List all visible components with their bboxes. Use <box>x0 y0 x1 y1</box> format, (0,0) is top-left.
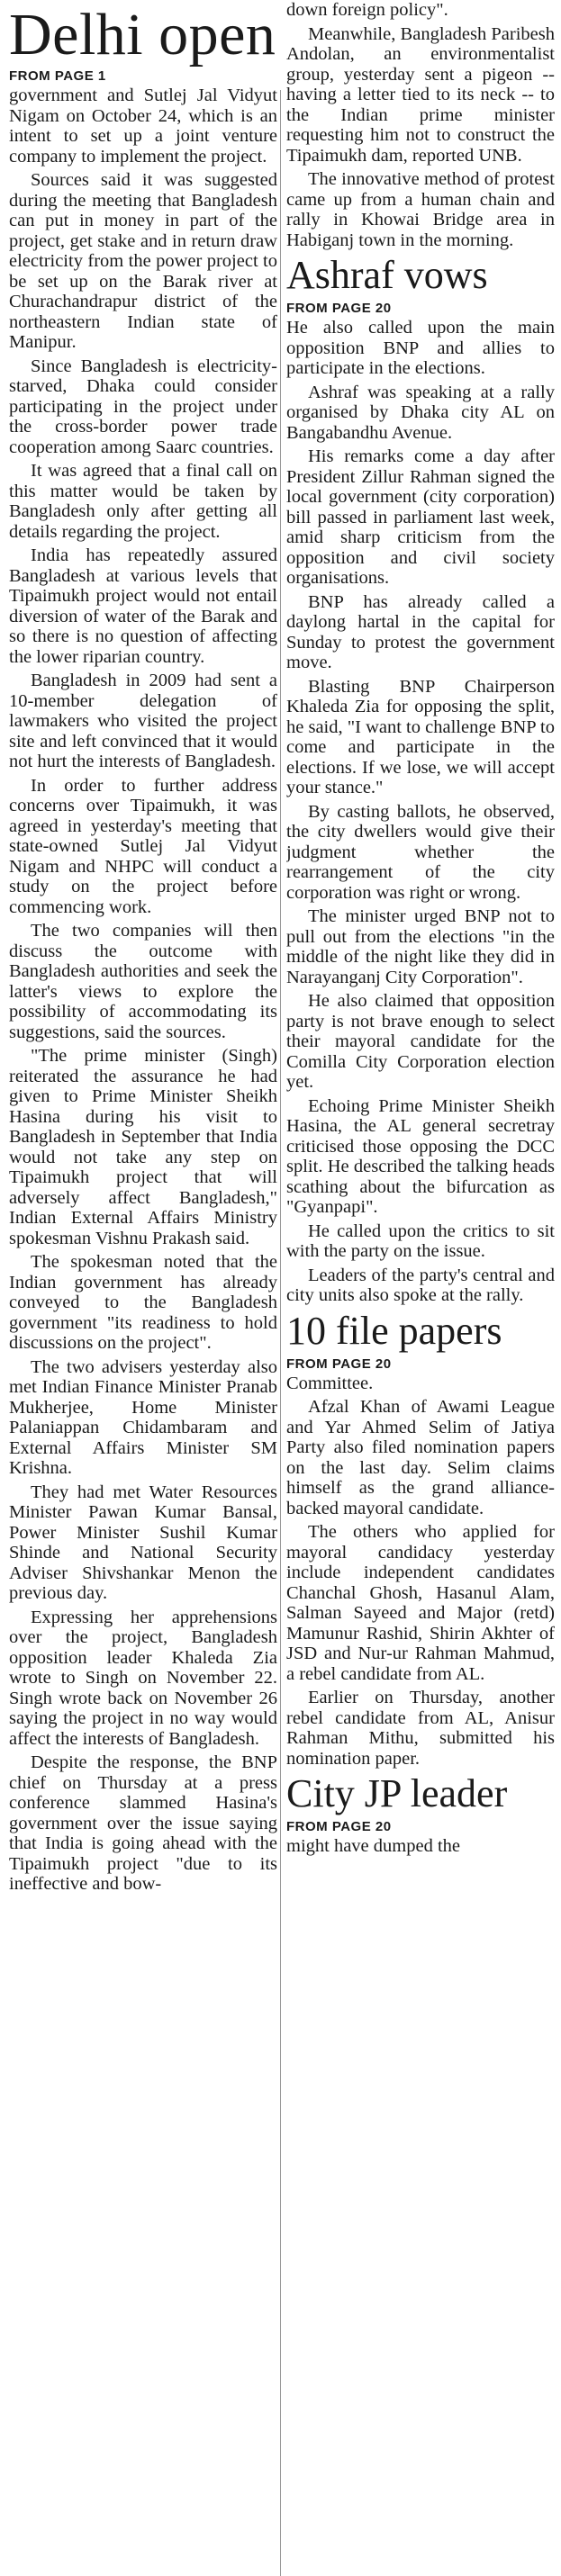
paragraph: Bangladesh in 2009 had sent a 10-member delegation of lawmakers who visited the project site and left convinced that it would not hurt the interests of Bangladesh. <box>9 671 277 771</box>
continued-article-body <box>286 0 555 250</box>
paragraph: The innovative method of protest came up from a human chain and rally in Khowai Bridge area in Habiganj town in the morning. <box>286 169 555 250</box>
paragraph: Blasting BNP Chairperson Khaleda Zia for opposing the split, he said, "I want to challenge BNP to come and participate in the elections. If we lose, we will accept your stance." <box>286 676 555 797</box>
paragraph: The others who applied for mayoral candidacy yesterday include independent candidates Chanchal Ghosh, Hasanul Alam, Salman Sayeed and Major (retd) Mamunur Rashid, Shirin Akhter of JSD and Nur-ur Rahman Mahmud, a rebel candidate from AL. <box>286 1522 555 1684</box>
article-headline: Ashraf vows <box>286 253 488 297</box>
article-list <box>286 253 555 1857</box>
paragraph: His remarks come a day after President Zillur Rahman signed the local government (city corporation) bill passed in parliament last week, amid sharp criticism from the opposition and civil society organisations. <box>286 446 555 588</box>
paragraph: India has repeatedly assured Bangladesh at various levels that Tipaimukh project would not entail diversion of water of the Barak and so there is no question of affecting the lower riparian country. <box>9 545 277 667</box>
paragraph: Earlier on Thursday, another rebel candidate from AL, Anisur Rahman Mithu, submitted his nomination paper. <box>286 1688 555 1769</box>
jump-line: FROM PAGE 20 <box>286 301 392 316</box>
paragraph: government and Sutlej Jal Vidyut Nigam on October 24, which is an intent to set up a joint venture company to implement the project. <box>9 86 277 167</box>
article <box>286 1308 555 1770</box>
article <box>286 253 555 1306</box>
headline-delhi-open: Delhi open <box>9 2 276 68</box>
paragraph: Expressing her apprehensions over the project, Bangladesh opposition leader Khaleda Zia wrote to Singh on November 22. Singh wrote back on November 26 saying the project in no way would affect the interests of Bangladesh. <box>9 1607 277 1749</box>
paragraph: Leaders of the party's central and city units also spoke at the rally. <box>286 1265 555 1305</box>
jump-line: FROM PAGE 20 <box>286 1356 392 1372</box>
paragraph: Echoing Prime Minister Sheikh Hasina, the AL general secretray criticised those opposing the DCC split. He described the talking heads scathing about the bifurcation as "Gyanpapi". <box>286 1095 555 1217</box>
paragraph: The two advisers yesterday also met Indian Finance Minister Pranab Mukherjee, Home Minister Palaniappan Chidambaram and External Affairs Minister SM Krishna. <box>9 1356 277 1478</box>
paragraph: He also claimed that opposition party is not brave enough to select their mayoral candidate for the Comilla City Corporation election yet. <box>286 991 555 1092</box>
article-headline: 10 file papers <box>286 1308 502 1353</box>
paragraph: might have dumped the <box>286 1836 460 1856</box>
article <box>286 1771 555 1857</box>
paragraph: BNP has already called a daylong hartal in the capital for Sunday to protest the government move. <box>286 591 555 672</box>
paragraph: Committee. <box>286 1373 374 1393</box>
paragraph: The minister urged BNP not to pull out from the elections "in the middle of the night like they did in Narayanganj City Corporation". <box>286 906 555 987</box>
paragraph: Meanwhile, Bangladesh Paribesh Andolan, an environmentalist group, yesterday sent a pigeon -- having a letter tied to its neck -- to the Indian prime minister requesting him not to construct the Tipaimukh dam, reported UNB. <box>286 23 555 166</box>
jump-line: FROM PAGE 1 <box>9 68 106 84</box>
paragraph: He called upon the critics to sit with the party on the issue. <box>286 1220 555 1261</box>
article-body <box>9 86 277 1895</box>
jump-line: FROM PAGE 20 <box>286 1819 392 1834</box>
paragraph: "The prime minister (Singh) reiterated the assurance he had given to Prime Minister Sheikh Hasina during his visit to Bangladesh in September that India would not take any step on Tipaimukh project that will adversely affect Bangladesh," Indian External Affairs Ministry spokesman Vishnu Prakash said. <box>9 1046 277 1248</box>
paragraph: The spokesman noted that the Indian government has already conveyed to the Bangladesh government "its readiness to hold discussions on the project". <box>9 1252 277 1353</box>
left-column <box>9 0 277 2576</box>
paragraph: The two companies will then discuss the outcome with Bangladesh authorities and seek the latter's views to explore the possibility of accommodating its suggestions, said the sources. <box>9 921 277 1042</box>
paragraph: Afzal Khan of Awami League and Yar Ahmed Selim of Jatiya Party also filed nomination papers on the last day. Selim claims himself as the grand alliance-backed mayoral candidate. <box>286 1397 555 1518</box>
column-divider <box>280 90 281 2576</box>
paragraph: down foreign policy". <box>286 0 448 20</box>
paragraph: They had met Water Resources Minister Pawan Kumar Bansal, Power Minister Sushil Kumar Shinde and National Security Adviser Shivshankar Menon the previous day. <box>9 1482 277 1603</box>
paragraph: It was agreed that a final call on this matter would be taken by Bangladesh only after getting all details regarding the project. <box>9 461 277 542</box>
paragraph: By casting ballots, he observed, the city dwellers would give their judgment whether the rearrangement of the city corporation was right or wrong. <box>286 801 555 903</box>
paragraph: Despite the response, the BNP chief on Thursday at a press conference slammed Hasina's government over the issue saying that India is going ahead with the Tipaimukh project "due to its ineffective and bow- <box>9 1752 277 1894</box>
paragraph: Sources said it was suggested during the meeting that Bangladesh can put in money in part of the project, get stake and in return draw electricity from the power project to be set up on the Barak river at Churachandrapur district of the northeastern Indian state of Manipur. <box>9 170 277 352</box>
paragraph: Since Bangladesh is electricity-starved, Dhaka could consider participating in the project under the cross-border power trade cooperation among Saarc countries. <box>9 356 277 457</box>
paragraph: He also called upon the main opposition BNP and allies to participate in the elections. <box>286 318 555 378</box>
paragraph: Ashraf was speaking at a rally organised by Dhaka city AL on Bangabandhu Avenue. <box>286 382 555 443</box>
article-headline: City JP leader <box>286 1771 508 1815</box>
right-column <box>286 0 555 2576</box>
paragraph: In order to further address concerns over Tipaimukh, it was agreed in yesterday's meeting that state-owned Sutlej Jal Vidyut Nigam and NHPC will conduct a study on the project before commencing work. <box>9 775 277 917</box>
